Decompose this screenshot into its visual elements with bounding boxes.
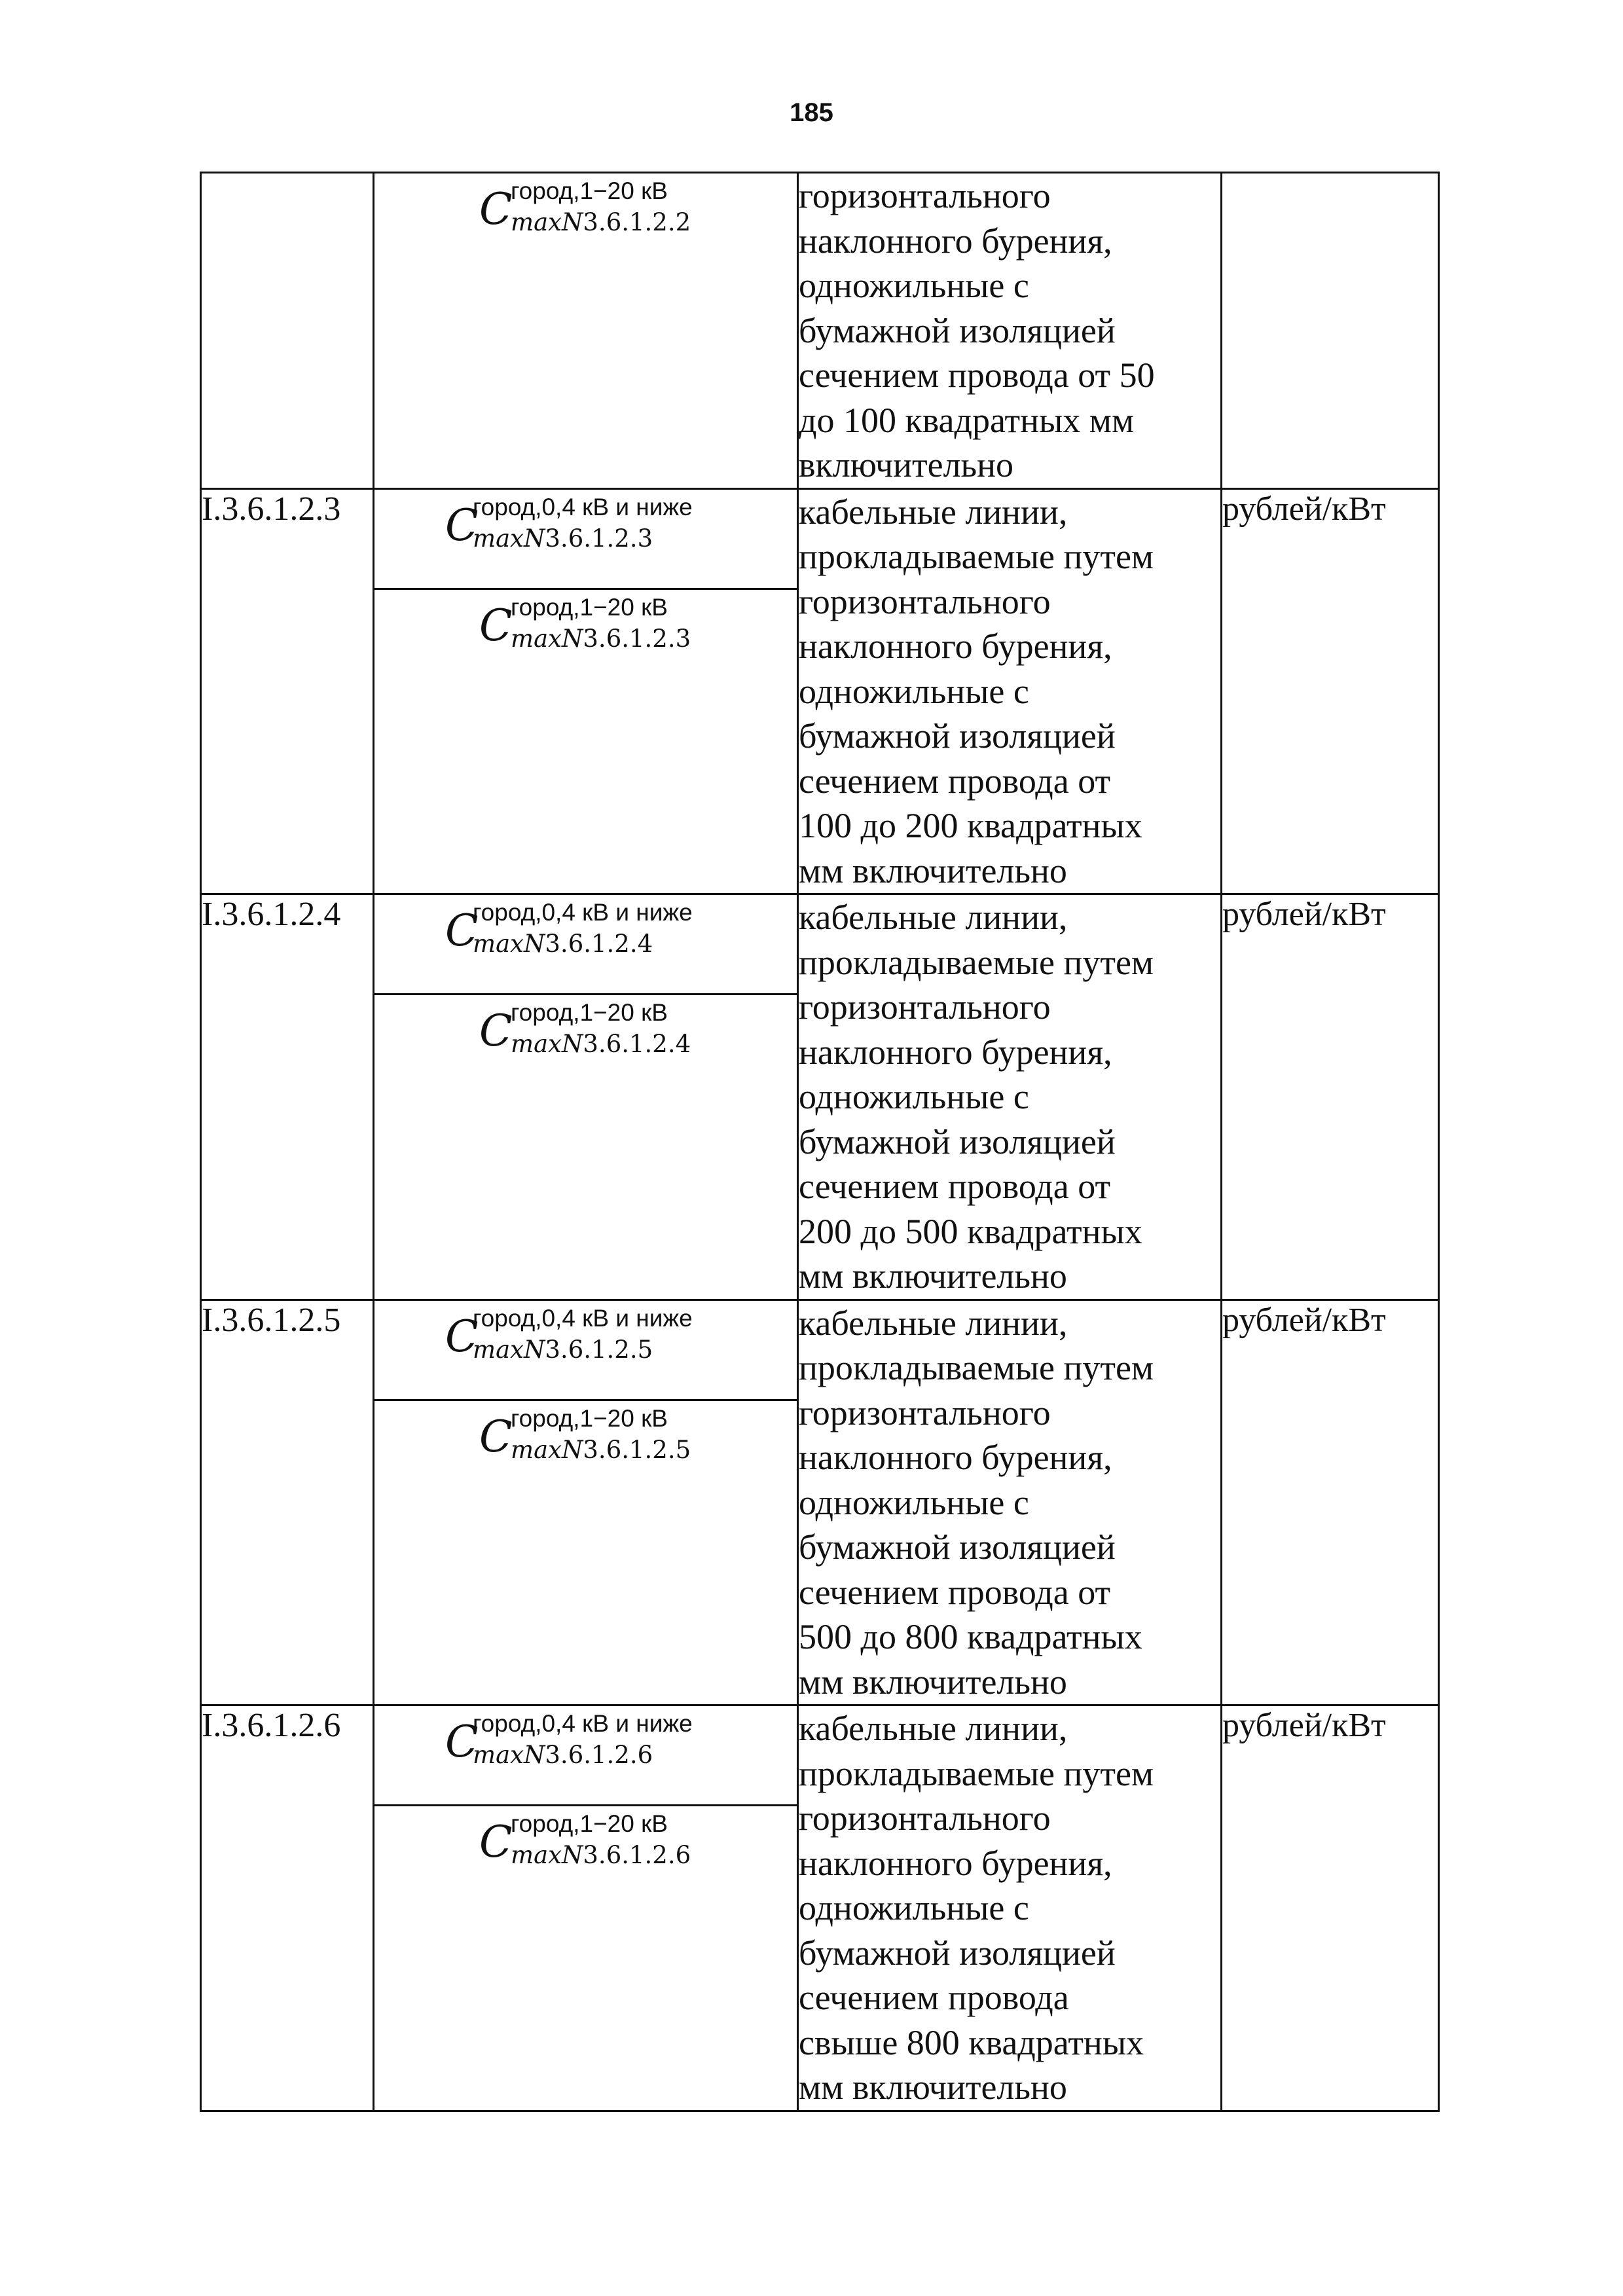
description-line: бумажной изоляцией bbox=[799, 310, 1116, 350]
table-row bbox=[201, 173, 1439, 489]
row-code: I.3.6.1.2.6 bbox=[201, 1705, 374, 2111]
formula-symbol: C bbox=[445, 905, 479, 956]
formula-subscript bbox=[473, 526, 653, 551]
unit-cell: рублей/кВт bbox=[1222, 488, 1439, 894]
formula-superscript: город,1−20 кВ bbox=[511, 999, 668, 1026]
description-line: мм включительно bbox=[799, 850, 1067, 890]
formula-index: 3.6.1.2.5 bbox=[583, 1435, 691, 1464]
formula-cell bbox=[374, 1705, 798, 2111]
formula-low-voltage bbox=[374, 1706, 797, 1806]
description-line: одножильные с bbox=[799, 1888, 1029, 1927]
formula-subscript bbox=[473, 932, 653, 956]
description-cell bbox=[798, 173, 1222, 489]
formula-n: N bbox=[524, 1741, 545, 1769]
description-line: бумажной изоляцией bbox=[799, 1121, 1116, 1161]
description-line: прокладываемые путем bbox=[799, 1753, 1154, 1793]
formula-subscript bbox=[511, 624, 691, 653]
description-line: кабельные линии, bbox=[799, 1303, 1068, 1343]
formula-superscript: город,1−20 кВ bbox=[511, 593, 668, 621]
formula-n: N bbox=[562, 624, 583, 653]
description-line: до 100 квадратных мм bbox=[799, 400, 1135, 440]
description-line: одножильные с bbox=[799, 671, 1029, 711]
row-code: I.3.6.1.2.3 bbox=[201, 488, 374, 894]
description-line: включительно bbox=[799, 445, 1014, 484]
unit-cell bbox=[1222, 173, 1439, 489]
description-line: сечением провода от 50 bbox=[799, 355, 1155, 395]
formula-n: N bbox=[562, 208, 583, 236]
description-line: наклонного бурения, bbox=[799, 627, 1112, 666]
description-line: сечением провода от bbox=[799, 761, 1111, 801]
formula-subscript bbox=[511, 1435, 691, 1464]
description-cell bbox=[798, 894, 1222, 1300]
formula-mid-voltage bbox=[374, 995, 797, 1074]
formula-mid-voltage bbox=[374, 590, 797, 668]
formula-index: 3.6.1.2.4 bbox=[545, 930, 653, 958]
description-line: мм включительно bbox=[799, 2068, 1067, 2107]
formula-n: N bbox=[562, 1435, 583, 1464]
description-line: наклонного бурения, bbox=[799, 221, 1112, 261]
formula-cell bbox=[374, 488, 798, 894]
formula-symbol: C bbox=[445, 1717, 479, 1767]
formula-max: max bbox=[511, 1030, 562, 1058]
description-line: кабельные линии, bbox=[799, 1709, 1068, 1748]
table-row bbox=[201, 488, 1439, 894]
description-line: наклонного бурения, bbox=[799, 1032, 1112, 1072]
formula-symbol: C bbox=[479, 600, 513, 651]
formula-max: max bbox=[473, 930, 524, 958]
formula-low-voltage bbox=[374, 1301, 797, 1401]
formula-max: max bbox=[473, 1741, 524, 1769]
formula-max: max bbox=[511, 624, 562, 653]
formula-n: N bbox=[524, 1335, 545, 1364]
formula-subscript bbox=[473, 1335, 653, 1364]
description-line: прокладываемые путем bbox=[799, 942, 1154, 982]
formula-subscript bbox=[511, 1843, 691, 1867]
description-line: мм включительно bbox=[799, 1256, 1067, 1296]
table-row bbox=[201, 1300, 1439, 1705]
formula-subscript bbox=[511, 210, 691, 234]
description-line: кабельные линии, bbox=[799, 492, 1068, 532]
formula-symbol: C bbox=[479, 1006, 513, 1056]
formula-symbol: C bbox=[479, 1817, 513, 1867]
description-cell bbox=[798, 1300, 1222, 1705]
formula-low-voltage bbox=[374, 490, 797, 590]
formula-max: max bbox=[473, 524, 524, 553]
description-line: одножильные с bbox=[799, 266, 1029, 305]
description-line: горизонтального bbox=[799, 987, 1051, 1027]
formula-mid-voltage bbox=[374, 1401, 797, 1480]
description-line: горизонтального bbox=[799, 176, 1051, 215]
formula-index: 3.6.1.2.3 bbox=[545, 524, 653, 553]
description-line: сечением провода от bbox=[799, 1572, 1111, 1612]
description-line: горизонтального bbox=[799, 1393, 1051, 1432]
formula-symbol: C bbox=[479, 184, 513, 234]
row-code: I.3.6.1.2.5 bbox=[201, 1300, 374, 1705]
formula-symbol: C bbox=[479, 1411, 513, 1462]
table-row bbox=[201, 894, 1439, 1300]
formula-superscript: город,1−20 кВ bbox=[511, 1404, 668, 1432]
description-line: прокладываемые путем bbox=[799, 537, 1154, 576]
unit-cell: рублей/кВт bbox=[1222, 894, 1439, 1300]
description-line: наклонного бурения, bbox=[799, 1843, 1112, 1883]
formula-symbol: C bbox=[445, 500, 479, 551]
formula-superscript: город,0,4 кВ и ниже bbox=[473, 1304, 693, 1332]
description-line: одножильные с bbox=[799, 1077, 1029, 1116]
description-cell bbox=[798, 1705, 1222, 2111]
formula-mid-voltage bbox=[374, 173, 797, 304]
description-line: 200 до 500 квадратных bbox=[799, 1211, 1142, 1251]
formula-index: 3.6.1.2.6 bbox=[545, 1741, 653, 1769]
formula-index: 3.6.1.2.6 bbox=[583, 1841, 691, 1869]
description-line: бумажной изоляцией bbox=[799, 1527, 1116, 1567]
formula-n: N bbox=[562, 1841, 583, 1869]
formula-symbol: C bbox=[445, 1311, 479, 1362]
formula-index: 3.6.1.2.4 bbox=[583, 1030, 691, 1058]
description-cell bbox=[798, 488, 1222, 894]
unit-cell: рублей/кВт bbox=[1222, 1705, 1439, 2111]
formula-mid-voltage bbox=[374, 1806, 797, 1885]
description-line: 100 до 200 квадратных bbox=[799, 806, 1142, 845]
formula-max: max bbox=[511, 1841, 562, 1869]
tariff-table bbox=[200, 172, 1440, 2112]
formula-cell bbox=[374, 894, 798, 1300]
formula-max: max bbox=[511, 1435, 562, 1464]
formula-superscript: город,1−20 кВ bbox=[511, 1810, 668, 1837]
row-code bbox=[201, 173, 374, 489]
description-line: сечением провода от bbox=[799, 1167, 1111, 1206]
description-line: одножильные с bbox=[799, 1482, 1029, 1522]
unit-cell: рублей/кВт bbox=[1222, 1300, 1439, 1705]
description-line: горизонтального bbox=[799, 581, 1051, 621]
description-line: прокладываемые путем bbox=[799, 1348, 1154, 1387]
formula-superscript: город,0,4 кВ и ниже bbox=[473, 493, 693, 520]
formula-index: 3.6.1.2.3 bbox=[583, 624, 691, 653]
formula-n: N bbox=[562, 1030, 583, 1058]
formula-max: max bbox=[473, 1335, 524, 1364]
description-line: горизонтального bbox=[799, 1798, 1051, 1838]
formula-index: 3.6.1.2.5 bbox=[545, 1335, 653, 1364]
formula-n: N bbox=[524, 930, 545, 958]
formula-superscript: город,0,4 кВ и ниже bbox=[473, 899, 693, 926]
description-line: бумажной изоляцией bbox=[799, 1933, 1116, 1973]
description-line: мм включительно bbox=[799, 1662, 1067, 1702]
row-code: I.3.6.1.2.4 bbox=[201, 894, 374, 1300]
formula-subscript bbox=[473, 1743, 653, 1767]
description-line: свыше 800 квадратных bbox=[799, 2022, 1144, 2062]
formula-superscript: город,0,4 кВ и ниже bbox=[473, 1710, 693, 1737]
description-line: 500 до 800 квадратных bbox=[799, 1617, 1142, 1656]
description-line: бумажной изоляцией bbox=[799, 716, 1116, 756]
formula-index: 3.6.1.2.2 bbox=[583, 208, 691, 236]
description-line: кабельные линии, bbox=[799, 898, 1068, 937]
formula-subscript bbox=[511, 1032, 691, 1056]
formula-low-voltage bbox=[374, 895, 797, 995]
description-line: наклонного бурения, bbox=[799, 1438, 1112, 1477]
formula-cell bbox=[374, 173, 798, 489]
description-line: сечением провода bbox=[799, 1978, 1069, 2017]
formula-max: max bbox=[511, 208, 562, 236]
page-number: 185 bbox=[790, 98, 833, 127]
table-row bbox=[201, 1705, 1439, 2111]
formula-cell bbox=[374, 1300, 798, 1705]
formula-superscript: город,1−20 кВ bbox=[511, 177, 668, 204]
formula-n: N bbox=[524, 524, 545, 553]
